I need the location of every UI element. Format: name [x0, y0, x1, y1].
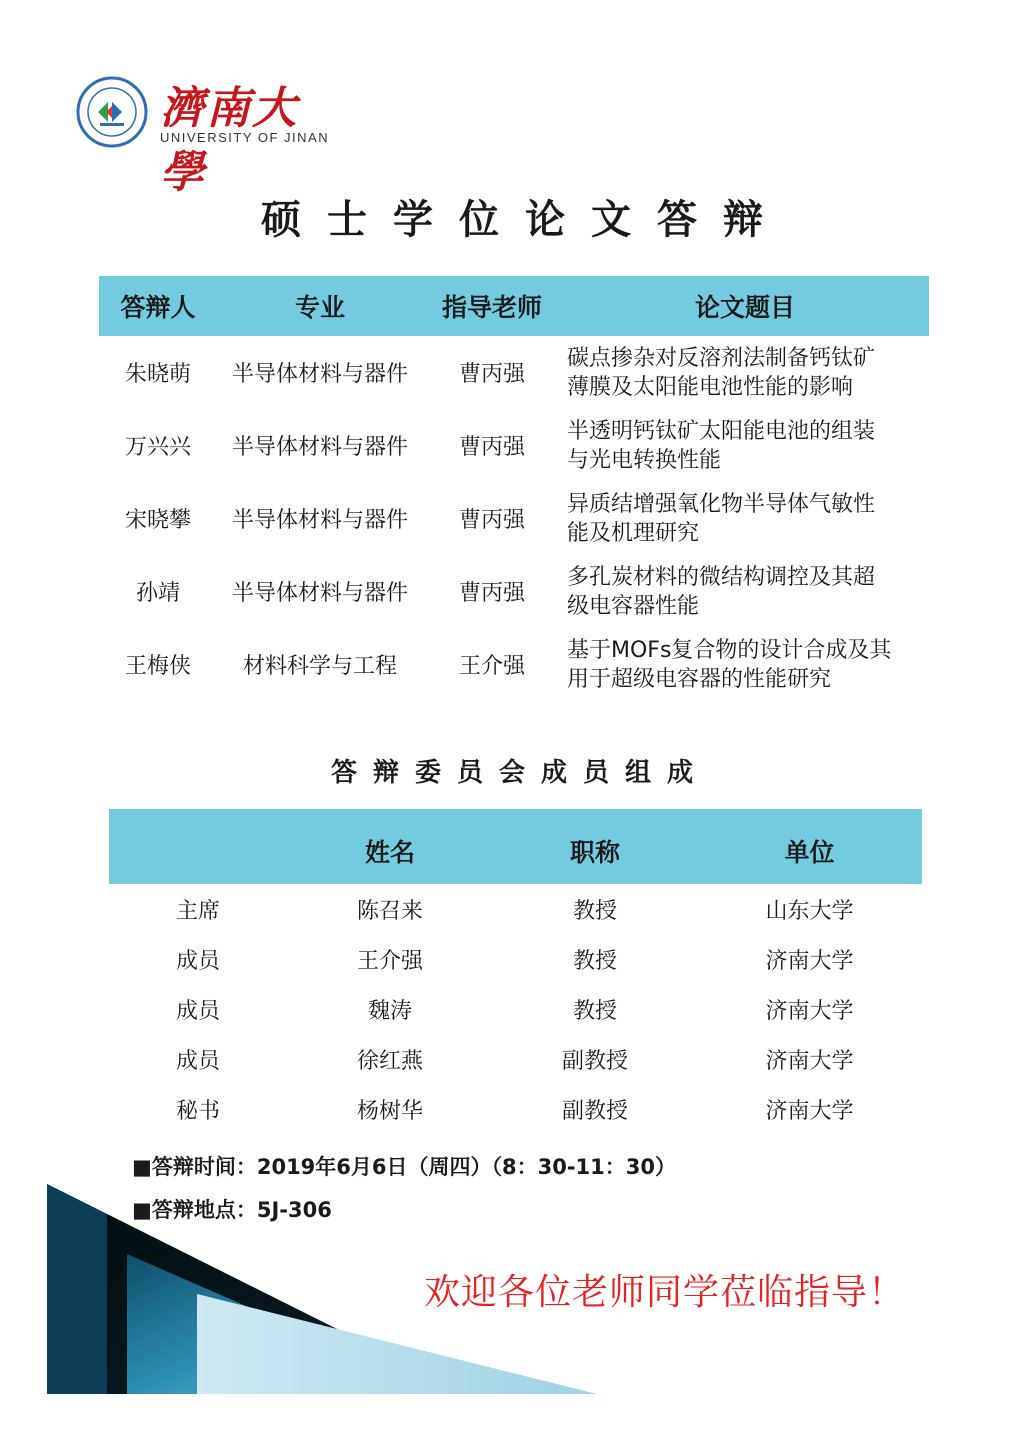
table-row: [109, 984, 922, 1034]
table-row: [99, 336, 929, 409]
defender-name: 王梅侠: [124, 654, 191, 679]
defense-time: ■答辩时间：2019年6月6日（周四）（8：30-11：30）: [132, 1155, 677, 1179]
member-name: 杨树华: [356, 1098, 423, 1124]
member-role: 成员: [175, 998, 220, 1024]
thesis-topic: [561, 336, 929, 409]
major: 半导体材料与器件: [231, 508, 408, 533]
table-row: [99, 409, 929, 482]
topic-line: 与光电转换性能: [567, 447, 722, 473]
topic-line: 薄膜及太阳能电池性能的影响: [567, 374, 854, 400]
table-row: [99, 555, 929, 628]
table-row: [99, 482, 929, 555]
member-name: 王介强: [356, 948, 423, 974]
member-role: 主席: [175, 898, 220, 924]
page-title: 硕士学位论文答辩: [261, 197, 789, 243]
header-name: 姓名: [287, 809, 493, 884]
member-name: 徐红燕: [356, 1048, 423, 1074]
topic-line: 碳点掺杂对反溶剂法制备钙钛矿: [567, 345, 876, 371]
member-title: 副教授: [561, 1098, 628, 1124]
major: 材料科学与工程: [242, 654, 397, 679]
committee-title: 答辩委员会成员组成: [330, 758, 709, 788]
defender-name: 万兴兴: [124, 435, 191, 460]
table-row: [99, 628, 929, 701]
defense-place: ■答辩地点：5J-306: [132, 1198, 332, 1222]
advisor: 王介强: [458, 654, 525, 679]
defender-name: 朱晓萌: [124, 362, 191, 387]
committee-table: [109, 809, 922, 1134]
header-topic: 论文题目: [561, 276, 929, 336]
topic-line: 多孔炭材料的微结构调控及其超: [567, 564, 876, 590]
topic-line: 基于MOFs复合物的设计合成及其: [567, 637, 892, 663]
member-unit: 济南大学: [765, 948, 854, 974]
defender-name: 宋晓攀: [124, 508, 191, 533]
member-title: 教授: [572, 898, 617, 924]
table-row: [109, 884, 922, 934]
header-title: 职称: [493, 809, 697, 884]
header-role: [109, 809, 287, 884]
member-unit: 济南大学: [765, 1098, 854, 1124]
university-logo: [76, 72, 336, 198]
member-title: 副教授: [561, 1048, 628, 1074]
thesis-table: [99, 276, 929, 701]
member-role: 成员: [175, 948, 220, 974]
topic-line: 用于超级电容器的性能研究: [567, 666, 832, 692]
topic-line: 异质结增强氧化物半导体气敏性: [567, 491, 876, 517]
member-unit: 济南大学: [765, 1048, 854, 1074]
topic-line: 半透明钙钛矿太阳能电池的组装: [567, 418, 876, 444]
topic-line: 级电容器性能: [567, 593, 700, 619]
logo-name-cn: 濟南大學: [160, 83, 298, 198]
table-row: [109, 934, 922, 984]
member-role: 成员: [175, 1048, 220, 1074]
thesis-topic: [561, 628, 929, 701]
header-advisor: 指导老师: [423, 276, 561, 336]
header-unit: 单位: [697, 809, 922, 884]
table-row: [109, 1084, 922, 1134]
thesis-topic: [561, 409, 929, 482]
thesis-header-row: [99, 276, 929, 336]
header-defender: 答辩人: [99, 276, 217, 336]
advisor: 曹丙强: [458, 508, 525, 533]
member-unit: 山东大学: [765, 898, 854, 924]
committee-header-row: [109, 809, 922, 884]
table-row: [109, 1034, 922, 1084]
major: 半导体材料与器件: [231, 435, 408, 460]
header-major: 专业: [217, 276, 423, 336]
member-unit: 济南大学: [765, 998, 854, 1024]
member-name: 魏涛: [367, 998, 412, 1024]
member-role: 秘书: [175, 1098, 220, 1124]
member-name: 陈召来: [356, 898, 423, 924]
thesis-topic: [561, 482, 929, 555]
advisor: 曹丙强: [458, 581, 525, 606]
major: 半导体材料与器件: [231, 362, 408, 387]
topic-line: 能及机理研究: [567, 520, 700, 546]
advisor: 曹丙强: [458, 362, 525, 387]
advisor: 曹丙强: [458, 435, 525, 460]
defender-name: 孙靖: [135, 581, 180, 606]
university-seal-icon: [76, 76, 148, 148]
member-title: 教授: [572, 998, 617, 1024]
welcome-message: 欢迎各位老师同学莅临指导！: [424, 1272, 906, 1313]
logo-name-en: UNIVERSITY OF JINAN: [160, 130, 330, 145]
member-title: 教授: [572, 948, 617, 974]
major: 半导体材料与器件: [231, 581, 408, 606]
thesis-topic: [561, 555, 929, 628]
